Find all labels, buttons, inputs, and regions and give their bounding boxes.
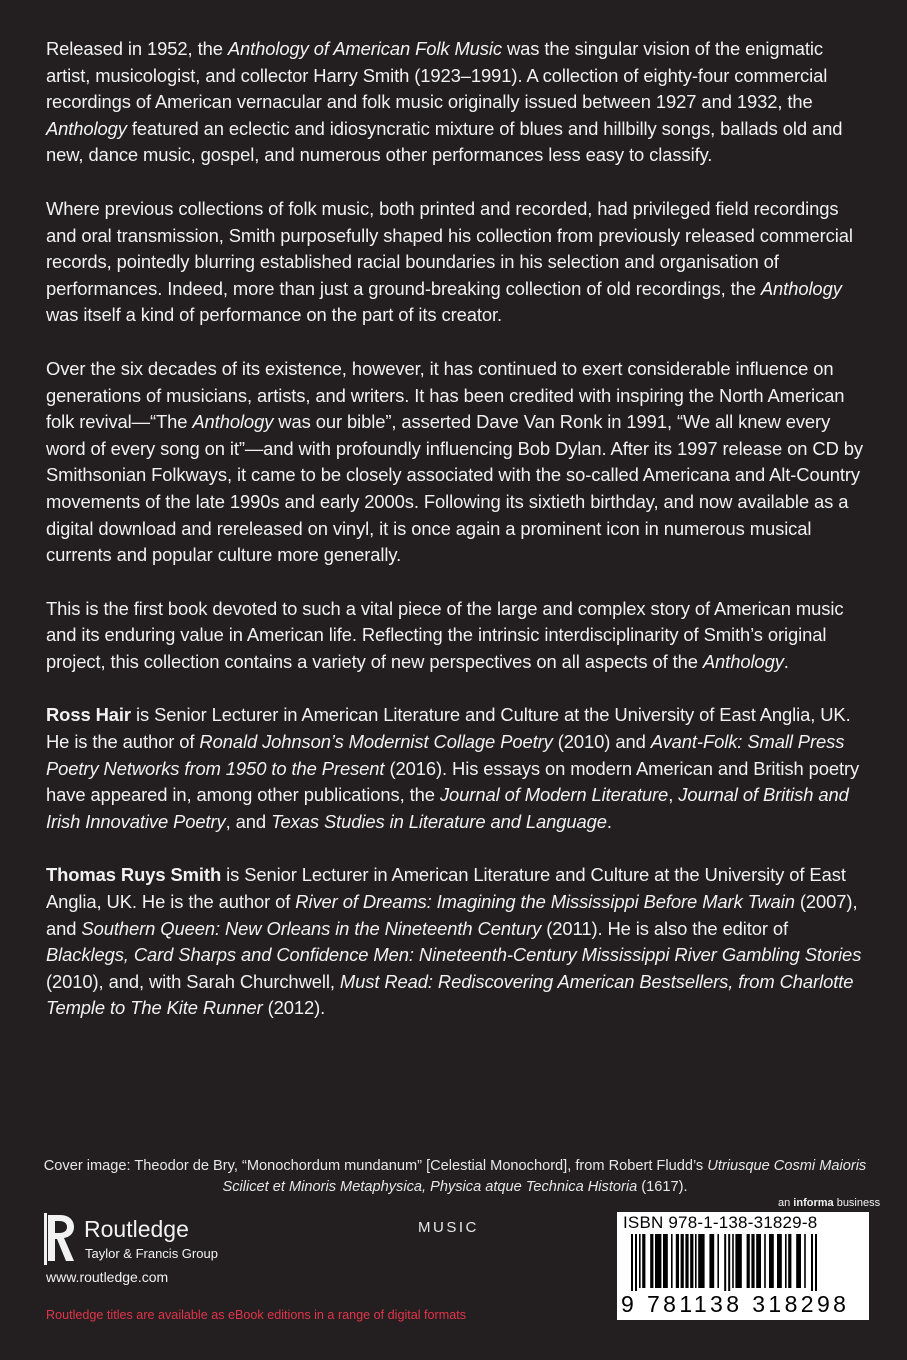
title-text: Journal of British and Irish Innovative Poetry xyxy=(46,784,849,832)
publisher-website[interactable]: www.routledge.com xyxy=(46,1269,169,1285)
text-run: (1617). xyxy=(637,1179,688,1195)
title-text: River of Dreams: Imagining the Mississippi Before Mark Twain xyxy=(295,891,795,913)
routledge-logo xyxy=(44,1213,244,1273)
blurb-paragraph xyxy=(46,702,868,835)
text-run: was itself a kind of performance on the part of its creator. xyxy=(46,304,503,326)
text-run: Released in 1952, the xyxy=(46,38,228,59)
barcode-bar xyxy=(811,1234,813,1294)
blurb-paragraph xyxy=(46,862,868,1022)
isbn-barcode xyxy=(617,1212,869,1320)
text-run: (2010) and xyxy=(552,731,651,753)
barcode-bar xyxy=(685,1234,688,1288)
blurb-paragraph xyxy=(46,356,868,569)
barcode-bar xyxy=(777,1234,782,1288)
barcode-bar xyxy=(695,1234,697,1288)
text-run: . xyxy=(606,810,612,832)
barcode-bar xyxy=(676,1234,679,1288)
title-text: Journal of Modern Literature xyxy=(439,784,669,806)
text-run: (2016). His essays on modern American and British poetry have appeared in, among other publications, the xyxy=(46,757,860,806)
text-run: is Senior Lecturer in American Literature and Culture at the University of East Anglia, UK. He is the author of xyxy=(46,864,846,913)
title-text: Blacklegs, Card Sharps and Confidence Men: Nineteenth-Century Mississippi River Gambling Stories xyxy=(46,944,862,966)
barcode-bar xyxy=(815,1234,817,1294)
barcode-bar xyxy=(639,1234,641,1288)
text-run: , xyxy=(668,784,679,806)
title-text: Southern Queen: New Orleans in the Nineteenth Century xyxy=(81,917,542,939)
back-cover-blurb xyxy=(46,36,868,1049)
barcode-bar xyxy=(642,1234,645,1288)
barcode-bar xyxy=(690,1234,693,1288)
barcode-bar xyxy=(732,1234,734,1288)
barcode-bar xyxy=(671,1234,673,1288)
barcode-bar xyxy=(681,1234,684,1288)
barcode-bar xyxy=(655,1234,661,1288)
barcode-bar xyxy=(735,1234,741,1288)
barcode-bar xyxy=(785,1234,787,1288)
text-run: Over the six decades of its existence, however, it has continued to exert considerable influence on generations of musicians, artists, and writers. It has been credited with inspiring the North American folk revival—“The xyxy=(46,357,845,433)
barcode-bar xyxy=(788,1234,791,1288)
ebook-availability-note: Routledge titles are available as eBook editions in a range of digital formats xyxy=(46,1308,467,1322)
barcode-bar xyxy=(796,1234,801,1288)
subject-category: MUSIC xyxy=(418,1219,479,1236)
text-run: (2012). xyxy=(262,997,326,1019)
title-text: Anthology xyxy=(46,117,127,139)
title-text: Anthology xyxy=(192,411,274,433)
publisher-group: Taylor & Francis Group xyxy=(85,1246,218,1261)
text-run: This is the first book devoted to such a vital piece of the large and complex story of American music and its enduring value in American life. Reflecting the intrinsic interdisciplinarity of Smith’s original project, this collection contains a variety of new perspectives on all aspects of the xyxy=(46,597,844,672)
barcode-bar xyxy=(663,1234,668,1288)
barcode-bar xyxy=(756,1234,761,1288)
text-run: (2007), and xyxy=(46,891,858,939)
barcode-bar xyxy=(709,1234,714,1288)
text-run: . xyxy=(783,650,789,672)
barcode-bar xyxy=(769,1234,774,1288)
text-run: , and xyxy=(225,810,272,832)
text-run: (2010), and, with Sarah Churchwell, xyxy=(46,970,340,992)
barcode-bar xyxy=(698,1234,704,1288)
title-text: Texas Studies in Literature and Language xyxy=(271,810,607,832)
text-run: Cover image: Theodor de Bry, “Monochordum mundanum” [Celestial Monochord], from Robert Fludd’s xyxy=(43,1158,708,1174)
barcode-bar xyxy=(631,1234,633,1294)
isbn-digits: 9 781138 318298 xyxy=(621,1291,850,1317)
barcode-bar xyxy=(724,1234,726,1294)
barcode-bar xyxy=(635,1234,637,1294)
text-run: was the singular vision of the enigmatic artist, musicologist, and collector Harry Smith (1923–1991). A collection of eighty-four commercial recordings of American vernacular and folk music originally issued between 1927 and 1932, the xyxy=(46,38,828,113)
title-text: Avant-Folk: Small Press Poetry Networks from 1950 to the Present xyxy=(46,731,845,779)
publisher-name: Routledge xyxy=(84,1216,189,1242)
text-run: is Senior Lecturer in American Literature and Culture at the University of East Anglia, UK. He is the author of xyxy=(46,704,851,753)
barcode-bars xyxy=(617,1234,869,1296)
routledge-r-icon xyxy=(44,1213,78,1265)
barcode-bar xyxy=(804,1234,806,1288)
title-text: Must Read: Rediscovering American Bestsellers, from Charlotte Temple to The Kite Runner xyxy=(46,970,854,1019)
isbn-label: ISBN 978-1-138-31829-8 xyxy=(623,1213,818,1232)
text-run: (2011). He is also the editor of xyxy=(541,917,789,939)
title-text: Anthology xyxy=(702,650,784,672)
cover-image-credit xyxy=(30,1156,880,1198)
barcode-bar xyxy=(717,1234,719,1288)
title-text: Utriusque Cosmi Maioris Scilicet et Minoris Metaphysica, Physica atque Technica Historia xyxy=(222,1158,867,1195)
blurb-paragraph xyxy=(46,36,868,169)
informa-business-tag: an informa business xyxy=(778,1197,881,1209)
barcode-bar xyxy=(751,1234,754,1288)
text-run: Where previous collections of folk music, both printed and recorded, had privileged field recordings and oral transmission, Smith purposefully shaped his collection from previously released commercial records, pointedly blurring established racial boundaries in his selection and organisation of performances. Indeed, more than just a ground-breaking collection of old recordings, the xyxy=(46,197,853,299)
barcode-bar xyxy=(764,1234,766,1288)
text-run: was our bible”, asserted Dave Van Ronk in 1991, “We all knew every word of every song on it”—and with profoundly influencing Bob Dylan. After its 1997 release on CD by Smithsonian Folkways, it came to be closely associated with the so-called Americana and Alt-Country movements of the late 1990s and early 2000s. Following its sixtieth birthday, and now available as a digital download and rereleased on vinyl, it is once again a prominent icon in numerous musical currents and popular culture more generally. xyxy=(46,411,864,566)
title-text: Anthology of American Folk Music xyxy=(227,38,502,59)
barcode-bar xyxy=(728,1234,730,1294)
text-run: featured an eclectic and idiosyncratic mixture of blues and hillbilly songs, ballads old and new, dance music, gospel, and numerous other performances less easy to classify. xyxy=(46,117,843,166)
author-name: Thomas Ruys Smith xyxy=(46,864,222,886)
author-name: Ross Hair xyxy=(46,704,131,726)
title-text: Ronald Johnson’s Modernist Collage Poetry xyxy=(199,731,553,753)
blurb-paragraph xyxy=(46,196,868,329)
barcode-bar xyxy=(747,1234,750,1288)
blurb-paragraph xyxy=(46,596,868,676)
title-text: Anthology xyxy=(760,277,842,299)
barcode-bar xyxy=(650,1234,653,1288)
